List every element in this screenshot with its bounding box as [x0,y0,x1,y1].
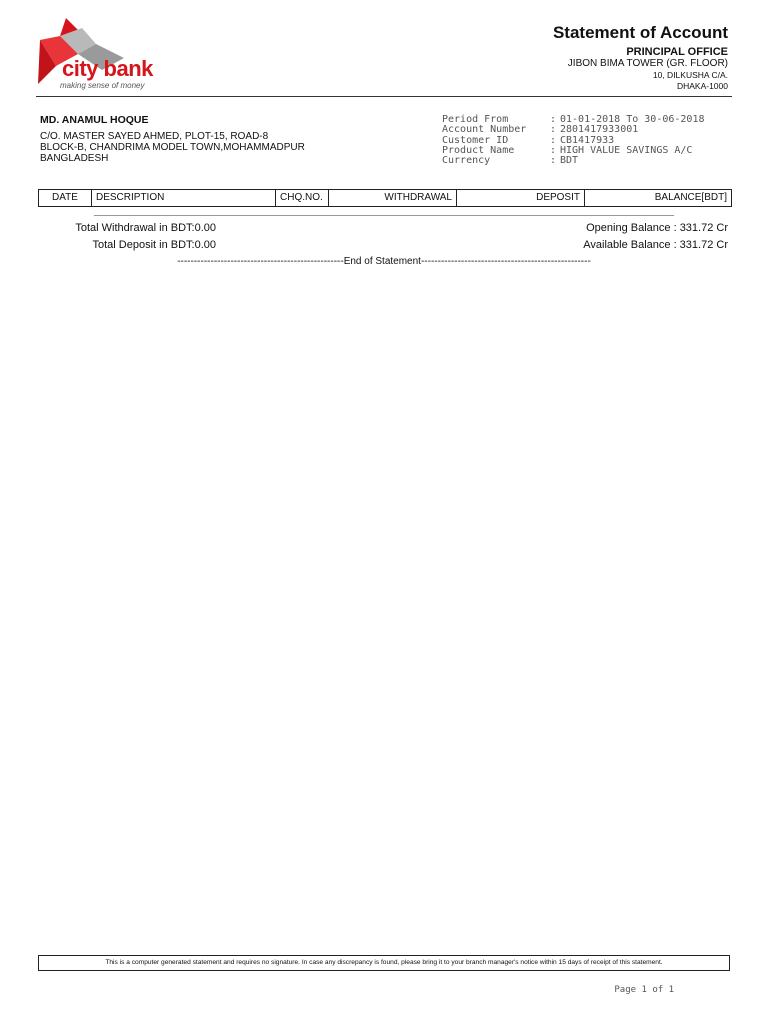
column-header-cheque-no: CHQ.NO. [276,190,329,206]
office-address-line: JIBON BIMA TOWER (GR. FLOOR) [567,58,728,69]
account-info-row [442,156,705,166]
statement-title: Statement of Account [552,23,728,42]
currency-value: BDT [560,155,579,167]
end-of-statement: --------------------------------------------------End of Statement--------------------------------------------------- [177,256,591,267]
opening-balance: Opening Balance : 331.72 Cr [586,222,728,234]
available-balance: Available Balance : 331.72 Cr [583,239,728,251]
customer-name: MD. ANAMUL HOQUE [40,114,149,126]
footer-notice: This is a computer generated statement and requires no signature. In case any discrepancy is found, please bring it to your branch manager's notice within 15 days of receipt of this statement. [38,955,730,971]
page-number: Page 1 of 1 [614,985,674,995]
total-withdrawal: Total Withdrawal in BDT:0.00 [75,222,216,234]
total-deposit: Total Deposit in BDT:0.00 [92,239,216,251]
column-header-description: DESCRIPTION [92,190,276,206]
column-header-date: DATE [39,190,92,206]
customer-address-line: BANGLADESH [40,153,109,164]
office-address-line: DHAKA-1000 [676,81,728,91]
customer-address [40,131,305,164]
colon: : [550,114,557,125]
account-number-label: Account Number [442,124,527,136]
account-number-value: 2801417933001 [560,124,639,136]
customer-address-line: C/O. MASTER SAYED AHMED, PLOT-15, ROAD-8 [40,131,269,142]
column-header-balance: BALANCE[BDT] [654,192,727,203]
office-title: PRINCIPAL OFFICE [626,46,728,58]
column-header-deposit: DEPOSIT [457,190,585,206]
colon: : [550,144,557,156]
colon: : [550,134,557,146]
bank-name: city bank [62,56,153,81]
period-label: Period From [442,114,509,125]
product-name-label: Product Name [442,144,515,156]
colon: : [550,155,557,167]
customer-address-line: BLOCK-B, CHANDRIMA MODEL TOWN,MOHAMMADPUR [40,142,305,153]
bank-tagline: making sense of money [60,81,145,90]
period-value: 01-01-2018 To 30-06-2018 [560,114,705,125]
product-name-value: HIGH VALUE SAVINGS A/C [560,144,693,156]
customer-id-value: CB1417933 [560,134,615,146]
currency-label: Currency [442,155,491,167]
column-header-withdrawal: WITHDRAWAL [329,190,457,206]
account-info [442,115,705,166]
header-divider [36,96,732,97]
colon: : [550,124,557,136]
table-divider [94,215,674,216]
office-address-line: 10, DILKUSHA C/A. [652,70,728,80]
customer-id-label: Customer ID [442,134,509,146]
transactions-table-header [38,189,732,207]
